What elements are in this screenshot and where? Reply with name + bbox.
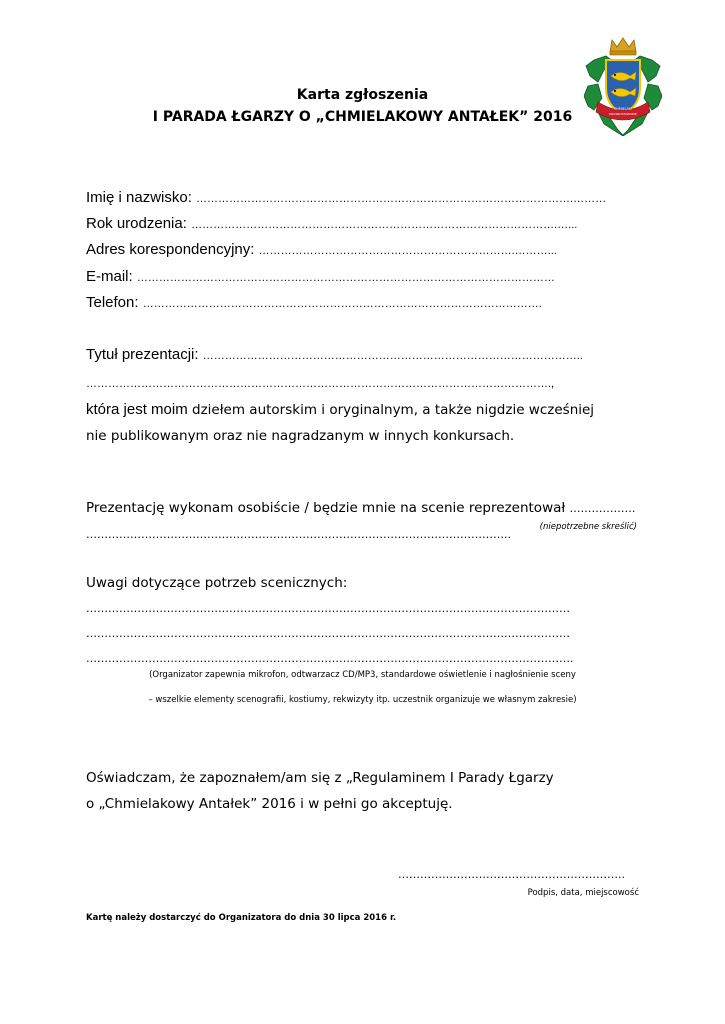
field-dots: …………………………………………………………………………………………………………………….	[86, 652, 574, 665]
statement-rest: dziełem autorskim i oryginalnym, a także nigdzie wcześniej	[192, 402, 595, 418]
statement-lead: która jest moim	[86, 401, 188, 418]
remarks-note-2: – wszelkie elementy scenografii, kostiumy, rekwizyty itp. uczestnik organizuje we własnym zakresie)	[148, 695, 577, 705]
field-dots: ……………………………………………………………………………………………….	[142, 298, 542, 310]
field-presentation-title[interactable]	[86, 346, 638, 363]
svg-text:CHMIELAKI: CHMIELAKI	[614, 107, 632, 111]
field-birth-year[interactable]	[86, 215, 638, 232]
declaration-line1: Oświadczam, że zapoznałem/am się z „Regulaminem I Parady Łgarzy	[86, 770, 554, 786]
strike-note: (niepotrzebne skreślić)	[539, 522, 637, 532]
remarks-label: Uwagi dotyczące potrzeb scenicznych:	[86, 575, 348, 591]
field-label: Tytuł prezentacji:	[86, 346, 199, 363]
authorship-statement	[86, 401, 594, 418]
field-dots: ……………………………………………………………………………………………………	[136, 272, 555, 284]
crown-icon	[610, 38, 636, 55]
field-dots: …………………………………………………………………………………………..	[202, 350, 583, 362]
signature-line[interactable]: ……………………………………………………..	[398, 868, 625, 881]
field-phone[interactable]	[86, 294, 638, 311]
form-title: Karta zgłoszenia	[296, 87, 429, 103]
authorship-statement-line2: nie publikowanym oraz nie nagradzanym w innych konkursach.	[86, 428, 515, 444]
field-dots: …………………………………………………………….………...	[258, 245, 557, 257]
field-name[interactable]	[86, 189, 638, 206]
field-email[interactable]	[86, 268, 638, 285]
remarks-note-1: (Organizator zapewnia mikrofon, odtwarzacz CD/MP3, standardowe oświetlenie i nagłośnienie sceny	[149, 670, 576, 680]
field-dots: ………………………………………………………………………………………….………	[196, 193, 607, 205]
performer-text: Prezentację wykonam osobiście / będzie mnie na scenie reprezentował	[86, 500, 566, 516]
field-dots: ………………	[569, 502, 636, 515]
performer-line[interactable]	[86, 500, 636, 516]
field-dots: ……………………………………………………………………………………….…...	[191, 219, 578, 231]
field-label: E-mail:	[86, 268, 133, 285]
deadline-note: Kartę należy dostarczyć do Organizatora do dnia 30 lipca 2016 r.	[86, 913, 397, 923]
field-label: Rok urodzenia:	[86, 215, 187, 232]
performer-line2[interactable]	[86, 526, 511, 542]
field-dots: ……………………………………………………………………………………………………..	[86, 528, 511, 541]
field-presentation-title-cont[interactable]	[86, 374, 638, 391]
field-label: Telefon:	[86, 294, 139, 311]
remarks-line-3[interactable]	[86, 650, 574, 666]
field-dots: ……………………………………………………………………………………………………………………	[86, 602, 570, 615]
remarks-line-2[interactable]	[86, 625, 570, 641]
svg-text:KRASNOSTAWSKIE: KRASNOSTAWSKIE	[609, 112, 637, 116]
field-label: Imię i nazwisko:	[86, 189, 192, 206]
field-address[interactable]	[86, 241, 638, 258]
remarks-line-1[interactable]	[86, 600, 570, 616]
signature-caption: Podpis, data, miejscowość	[527, 888, 639, 898]
declaration-line2: o „Chmielakowy Antałek” 2016 i w pełni go akceptuję.	[86, 796, 453, 812]
event-title: I PARADA ŁGARZY O „CHMIELAKOWY ANTAŁEK” 2016	[152, 109, 573, 125]
field-dots: ……………………………………………………………………………………………………………….,	[86, 378, 555, 390]
field-dots: ……………………………………………………………………………………………………………………	[86, 627, 570, 640]
field-label: Adres korespondencyjny:	[86, 241, 255, 258]
